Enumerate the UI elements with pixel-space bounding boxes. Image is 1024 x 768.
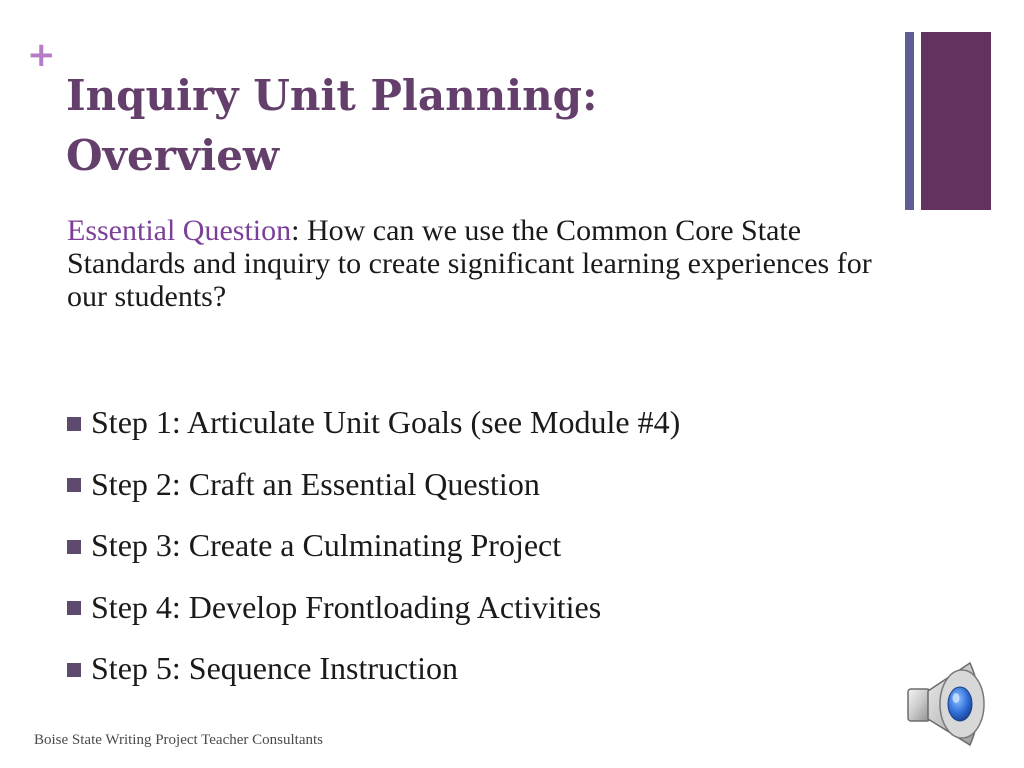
speaker-icon[interactable] <box>900 655 996 751</box>
square-bullet-icon <box>67 601 81 615</box>
square-bullet-icon <box>67 478 81 492</box>
list-item <box>67 515 680 577</box>
slide-title-line1: Inquiry Unit Planning: <box>66 71 598 120</box>
square-bullet-icon <box>67 663 81 677</box>
step-label: Step 1: Articulate Unit Goals (see Module #4) <box>91 404 681 441</box>
decorative-thick-bar <box>921 32 991 210</box>
decorative-thin-bar <box>905 32 914 210</box>
list-item <box>67 577 680 639</box>
essential-question-label: Essential Question <box>67 214 292 247</box>
essential-question <box>67 214 887 313</box>
list-item <box>67 392 680 454</box>
slide-title-line2: Overview <box>66 131 280 180</box>
step-label: Step 3: Create a Culminating Project <box>91 527 562 564</box>
square-bullet-icon <box>67 540 81 554</box>
step-label: Step 5: Sequence Instruction <box>91 650 459 687</box>
speaker-icon-graphic <box>900 655 996 751</box>
square-bullet-icon <box>67 417 81 431</box>
essential-question-text: : How can we use the Common Core State Standards and inquiry to create significant learning experiences for our students? <box>67 214 872 313</box>
steps-list <box>67 392 680 700</box>
slide-title <box>66 66 866 186</box>
step-label: Step 2: Craft an Essential Question <box>91 465 540 502</box>
step-label: Step 4: Develop Frontloading Activities <box>91 588 602 625</box>
footer-credit: Boise State Writing Project Teacher Consultants <box>34 732 323 748</box>
list-item <box>67 454 680 516</box>
list-item <box>67 638 680 700</box>
plus-icon: + <box>27 35 56 75</box>
